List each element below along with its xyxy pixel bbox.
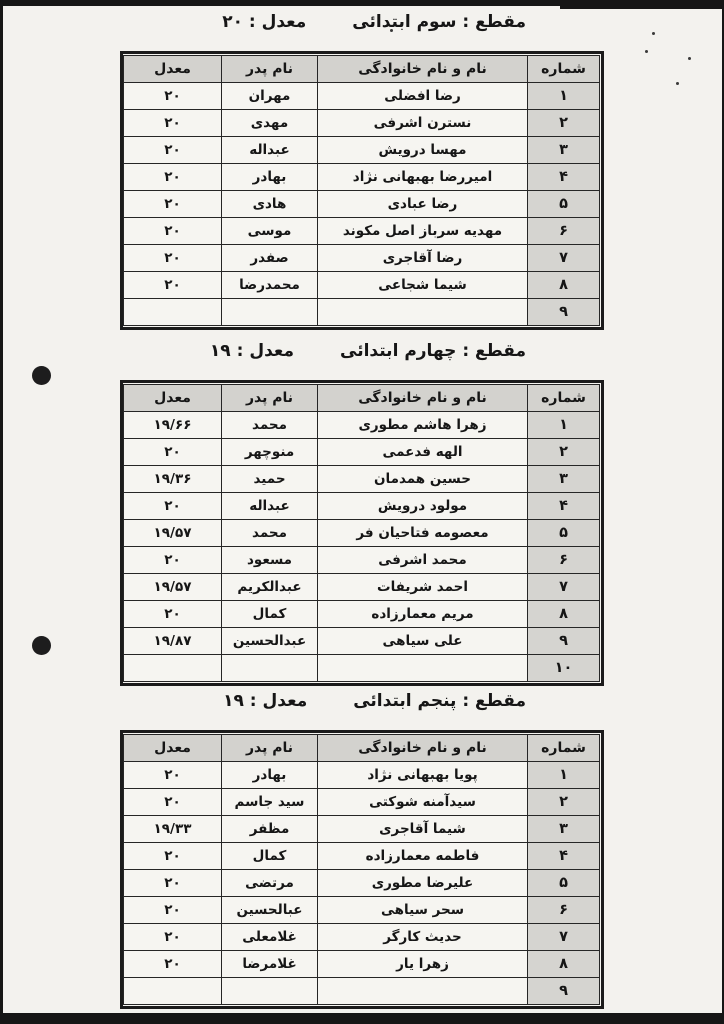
- cell-number: ۳: [528, 137, 600, 164]
- cell-average: ۲۰: [124, 924, 222, 951]
- table-row: [124, 816, 600, 843]
- cell-number: ۹: [528, 978, 600, 1005]
- table-row: [124, 978, 600, 1005]
- cell-average: ۲۰: [124, 245, 222, 272]
- cell-number: ۴: [528, 493, 600, 520]
- cell-number: ۴: [528, 164, 600, 191]
- header-full-name: نام و نام خانوادگی: [318, 735, 528, 762]
- header-number: شماره: [528, 735, 600, 762]
- header-average: معدل: [124, 385, 222, 412]
- grades-table: [123, 55, 600, 326]
- cell-full-name: پویا بهبهانی نژاد: [318, 762, 528, 789]
- cell-average: [124, 655, 222, 682]
- cell-number: ۵: [528, 870, 600, 897]
- table-header-row: [124, 735, 600, 762]
- grades-table: [123, 384, 600, 682]
- header-father-name: نام پدر: [222, 735, 318, 762]
- cell-father-name: محمد: [222, 412, 318, 439]
- cell-father-name: محمدرضا: [222, 272, 318, 299]
- cell-number: ۵: [528, 520, 600, 547]
- cell-father-name: کمال: [222, 601, 318, 628]
- cell-father-name: مظفر: [222, 816, 318, 843]
- table-row: [124, 466, 600, 493]
- cell-average: ۱۹/۳۳: [124, 816, 222, 843]
- header-number: شماره: [528, 56, 600, 83]
- cell-full-name: [318, 978, 528, 1005]
- table-row: [124, 789, 600, 816]
- hole-punch: [32, 366, 51, 385]
- cell-father-name: بهادر: [222, 164, 318, 191]
- table-row: [124, 493, 600, 520]
- hole-punch: [32, 636, 51, 655]
- grades-table-frame: [120, 51, 604, 330]
- table-row: [124, 272, 600, 299]
- cell-average: ۱۹/۵۷: [124, 574, 222, 601]
- cell-full-name: رضا افضلی: [318, 83, 528, 110]
- cell-full-name: امیررضا بهبهانی نژاد: [318, 164, 528, 191]
- cell-average: ۲۰: [124, 83, 222, 110]
- cell-number: ۷: [528, 924, 600, 951]
- cell-number: ۲: [528, 789, 600, 816]
- cell-average: ۱۹/۸۷: [124, 628, 222, 655]
- cell-number: ۲: [528, 110, 600, 137]
- table-row: [124, 137, 600, 164]
- cell-average: ۱۹/۳۶: [124, 466, 222, 493]
- cell-full-name: حسین همدمان: [318, 466, 528, 493]
- cell-average: ۲۰: [124, 951, 222, 978]
- cell-number: ۸: [528, 601, 600, 628]
- cell-full-name: سیدآمنه شوکتی: [318, 789, 528, 816]
- cell-father-name: [222, 299, 318, 326]
- cell-full-name: نسترن اشرفی: [318, 110, 528, 137]
- cell-number: ۷: [528, 574, 600, 601]
- table-row: [124, 762, 600, 789]
- cell-average: ۲۰: [124, 272, 222, 299]
- table-row: [124, 110, 600, 137]
- table-header-row: [124, 385, 600, 412]
- cell-average: ۲۰: [124, 789, 222, 816]
- cell-number: ۹: [528, 628, 600, 655]
- section-title: مقطع : چهارم ابتدائی: [340, 341, 526, 361]
- cell-average: ۲۰: [124, 137, 222, 164]
- section-average: معدل : ۲۰: [222, 12, 307, 32]
- scan-speck: [688, 57, 691, 60]
- section-title-row: [120, 12, 604, 38]
- cell-average: [124, 978, 222, 1005]
- cell-father-name: عبدالحسین: [222, 628, 318, 655]
- cell-father-name: کمال: [222, 843, 318, 870]
- cell-number: ۱: [528, 83, 600, 110]
- table-row: [124, 628, 600, 655]
- cell-number: ۴: [528, 843, 600, 870]
- cell-average: ۲۰: [124, 439, 222, 466]
- cell-full-name: محمد اشرفی: [318, 547, 528, 574]
- cell-number: ۶: [528, 897, 600, 924]
- section-title: مقطع : سوم ابتدائی: [352, 12, 526, 32]
- table-row: [124, 218, 600, 245]
- grades-table-frame: [120, 380, 604, 686]
- cell-average: ۲۰: [124, 870, 222, 897]
- cell-average: ۲۰: [124, 897, 222, 924]
- cell-full-name: الهه فدعمی: [318, 439, 528, 466]
- cell-full-name: معصومه فتاحیان فر: [318, 520, 528, 547]
- table-row: [124, 83, 600, 110]
- table-row: [124, 164, 600, 191]
- scan-speck: [652, 32, 655, 35]
- table-row: [124, 439, 600, 466]
- cell-average: ۱۹/۶۶: [124, 412, 222, 439]
- cell-full-name: زهرا یار: [318, 951, 528, 978]
- cell-full-name: حدیث کارگر: [318, 924, 528, 951]
- section-grade-5: [120, 691, 604, 1009]
- cell-number: ۶: [528, 547, 600, 574]
- cell-father-name: عبدالکریم: [222, 574, 318, 601]
- cell-full-name: مهسا درویش: [318, 137, 528, 164]
- scan-edge-left: [0, 0, 3, 1024]
- cell-full-name: شیما شجاعی: [318, 272, 528, 299]
- cell-number: ۷: [528, 245, 600, 272]
- cell-full-name: زهرا هاشم مطوری: [318, 412, 528, 439]
- cell-father-name: منوچهر: [222, 439, 318, 466]
- grades-table-frame: [120, 730, 604, 1009]
- cell-number: ۳: [528, 816, 600, 843]
- cell-full-name: شیما آقاجری: [318, 816, 528, 843]
- cell-father-name: عبداله: [222, 137, 318, 164]
- cell-average: ۲۰: [124, 218, 222, 245]
- cell-full-name: [318, 299, 528, 326]
- cell-average: ۲۰: [124, 547, 222, 574]
- cell-father-name: غلامعلی: [222, 924, 318, 951]
- cell-number: ۶: [528, 218, 600, 245]
- cell-number: ۲: [528, 439, 600, 466]
- cell-number: ۸: [528, 951, 600, 978]
- table-row: [124, 191, 600, 218]
- table-row: [124, 574, 600, 601]
- cell-full-name: [318, 655, 528, 682]
- cell-full-name: فاطمه معمارزاده: [318, 843, 528, 870]
- cell-average: ۲۰: [124, 164, 222, 191]
- section-average: معدل : ۱۹: [209, 341, 295, 361]
- table-row: [124, 897, 600, 924]
- table-row: [124, 924, 600, 951]
- cell-full-name: رضا عبادی: [318, 191, 528, 218]
- cell-father-name: [222, 978, 318, 1005]
- cell-average: ۲۰: [124, 762, 222, 789]
- cell-average: ۲۰: [124, 110, 222, 137]
- cell-average: ۱۹/۵۷: [124, 520, 222, 547]
- cell-number: ۳: [528, 466, 600, 493]
- section-title-row: [120, 691, 604, 717]
- cell-father-name: هادی: [222, 191, 318, 218]
- header-average: معدل: [124, 735, 222, 762]
- table-row: [124, 601, 600, 628]
- section-title: مقطع : پنجم ابتدائی: [353, 691, 526, 711]
- scan-edge-top-right: [560, 0, 724, 9]
- cell-number: ۹: [528, 299, 600, 326]
- cell-father-name: [222, 655, 318, 682]
- cell-father-name: عبداله: [222, 493, 318, 520]
- cell-father-name: مسعود: [222, 547, 318, 574]
- cell-father-name: محمد: [222, 520, 318, 547]
- grades-table: [123, 734, 600, 1005]
- cell-father-name: مهدی: [222, 110, 318, 137]
- cell-average: ۲۰: [124, 191, 222, 218]
- cell-father-name: موسی: [222, 218, 318, 245]
- header-father-name: نام پدر: [222, 56, 318, 83]
- cell-father-name: عبالحسین: [222, 897, 318, 924]
- cell-full-name: علیرضا مطوری: [318, 870, 528, 897]
- header-number: شماره: [528, 385, 600, 412]
- section-grade-3: [120, 12, 604, 330]
- cell-average: [124, 299, 222, 326]
- cell-full-name: مولود درویش: [318, 493, 528, 520]
- section-average: معدل : ۱۹: [223, 691, 308, 711]
- cell-average: ۲۰: [124, 493, 222, 520]
- cell-father-name: صفدر: [222, 245, 318, 272]
- header-full-name: نام و نام خانوادگی: [318, 385, 528, 412]
- cell-number: ۸: [528, 272, 600, 299]
- cell-number: ۱۰: [528, 655, 600, 682]
- cell-father-name: بهادر: [222, 762, 318, 789]
- table-row: [124, 299, 600, 326]
- cell-full-name: مهدیه سرباز اصل مکوند: [318, 218, 528, 245]
- cell-father-name: حمید: [222, 466, 318, 493]
- cell-full-name: علی سیاهی: [318, 628, 528, 655]
- cell-number: ۵: [528, 191, 600, 218]
- table-row: [124, 655, 600, 682]
- section-grade-4: [120, 341, 604, 686]
- scan-speck: [645, 50, 648, 53]
- header-father-name: نام پدر: [222, 385, 318, 412]
- cell-full-name: رضا آقاجری: [318, 245, 528, 272]
- section-title-row: [120, 341, 604, 367]
- cell-father-name: مرتضی: [222, 870, 318, 897]
- table-row: [124, 843, 600, 870]
- table-row: [124, 547, 600, 574]
- scan-edge-bottom: [0, 1013, 724, 1024]
- cell-number: ۱: [528, 762, 600, 789]
- cell-full-name: احمد شریفات: [318, 574, 528, 601]
- table-row: [124, 520, 600, 547]
- table-row: [124, 951, 600, 978]
- cell-full-name: سحر سیاهی: [318, 897, 528, 924]
- cell-father-name: سید جاسم: [222, 789, 318, 816]
- cell-father-name: غلامرضا: [222, 951, 318, 978]
- cell-number: ۱: [528, 412, 600, 439]
- table-header-row: [124, 56, 600, 83]
- header-full-name: نام و نام خانوادگی: [318, 56, 528, 83]
- scan-speck: [676, 82, 679, 85]
- cell-father-name: مهران: [222, 83, 318, 110]
- cell-average: ۲۰: [124, 601, 222, 628]
- table-row: [124, 870, 600, 897]
- header-average: معدل: [124, 56, 222, 83]
- table-row: [124, 245, 600, 272]
- cell-average: ۲۰: [124, 843, 222, 870]
- cell-full-name: مریم معمارزاده: [318, 601, 528, 628]
- table-row: [124, 412, 600, 439]
